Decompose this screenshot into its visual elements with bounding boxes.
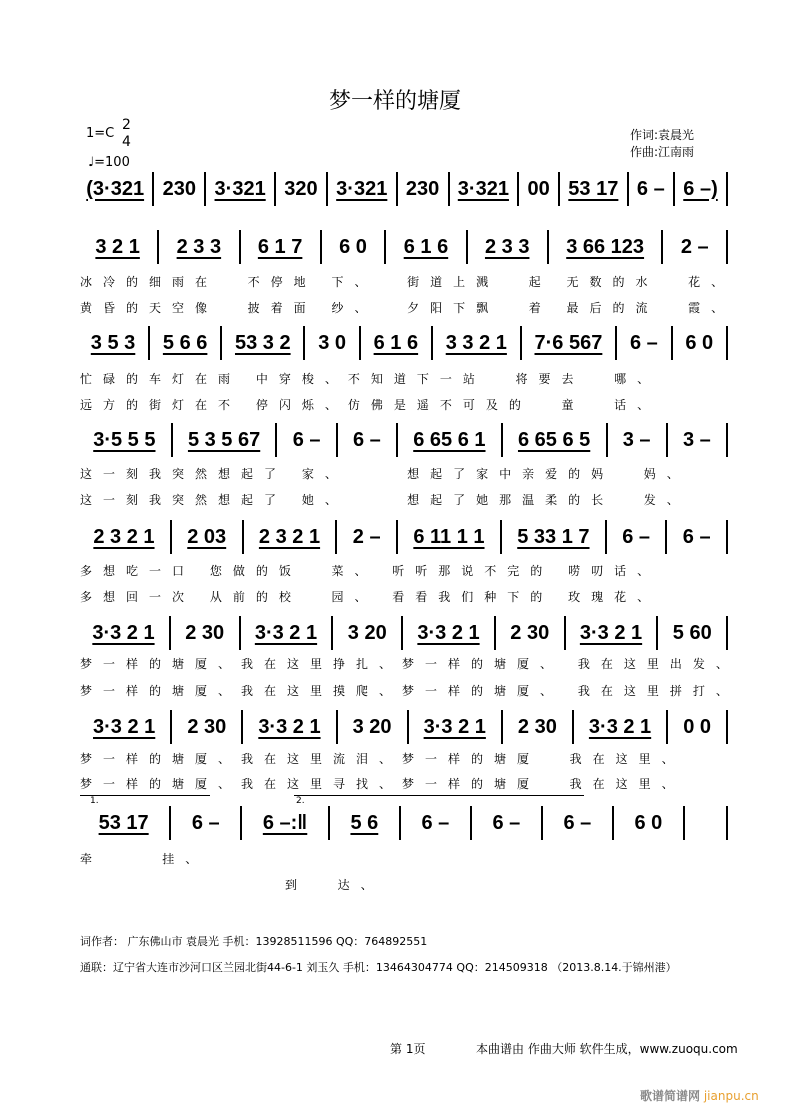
measure: 6 1 6: [386, 230, 467, 264]
notation-row: [78, 520, 728, 554]
measure: 3 –: [608, 423, 668, 457]
notation-row: [78, 710, 728, 744]
measure: 6 –:‖: [242, 806, 330, 840]
measure: 3·3 2 1: [409, 710, 503, 744]
measure: [685, 806, 728, 840]
measure: 5 3 5 67: [173, 423, 278, 457]
time-signature: [122, 117, 131, 151]
watermark: [640, 1087, 759, 1104]
notation-row: [78, 806, 728, 840]
measure: 3 –: [668, 423, 728, 457]
measure: 5 60: [658, 616, 728, 650]
time-bottom: 4: [122, 134, 131, 150]
measure: 3·3 2 1: [566, 616, 659, 650]
measure: 6 –: [617, 326, 672, 360]
measure: 3·3 2 1: [241, 616, 334, 650]
measure: 3 20: [338, 710, 409, 744]
measure: 3·3 2 1: [78, 710, 172, 744]
measure: 6 –: [277, 423, 337, 457]
measure: 6 –): [675, 172, 728, 206]
measure: 6 –: [401, 806, 472, 840]
volta-2: 2.: [296, 796, 305, 806]
lyric-line: 多想回一次 从前的校 园、 看看我们种下的 玫瑰花、: [80, 590, 661, 604]
measure: 6 –: [472, 806, 543, 840]
generator-note: 本曲谱由 作曲大师 软件生成，www.zuoqu.com: [476, 1042, 738, 1056]
measure: 2 3 2 1: [244, 520, 338, 554]
measure: 6 65 6 1: [398, 423, 503, 457]
measure: 3·321: [206, 172, 276, 206]
lyric-line: 忙碌的车灯在雨 中穿梭、不知道下一站 将要去 哪、: [80, 372, 661, 386]
measure: 320: [276, 172, 328, 206]
notation-row: [78, 326, 728, 360]
measure: 53 17: [560, 172, 629, 206]
measure: 6 1 7: [241, 230, 322, 264]
measure: 3·3 2 1: [574, 710, 668, 744]
lyricist: 作词:袁晨光: [630, 128, 695, 142]
measure: 230: [154, 172, 206, 206]
measure: 2 30: [172, 710, 243, 744]
song-title: 梦一样的塘厦: [328, 89, 461, 114]
measure: 5 6: [330, 806, 401, 840]
watermark-text: 歌谱简谱网: [640, 1089, 701, 1103]
measure: 6 –: [629, 172, 675, 206]
volta-bracket-1: [80, 795, 210, 796]
lyric-line: 这一刻我突然想起了 家、 想起了家中亲爱的妈 妈、: [80, 467, 690, 481]
volta-bracket-2: [294, 795, 584, 796]
lyric-line: 到 达、: [285, 878, 384, 892]
notation-row: [78, 423, 728, 457]
measure: 5 6 6: [150, 326, 222, 360]
notation-row: [78, 616, 728, 650]
measure: 2 03: [172, 520, 244, 554]
tempo: ♩=100: [88, 155, 130, 170]
measure: 6 0: [322, 230, 387, 264]
lyric-line: 梦一样的塘厦、我在这里挣扎、梦一样的塘厦、 我在这里出发、: [80, 657, 739, 671]
measure: 3·3 2 1: [243, 710, 337, 744]
composer: 作曲:江南雨: [630, 145, 695, 159]
credits: [630, 127, 694, 161]
lyric-line: 远方的街灯在不 停闪烁、仿佛是遥不可及的 童 话、: [80, 398, 661, 412]
measure: 6 0: [673, 326, 728, 360]
measure: 53 17: [78, 806, 171, 840]
measure: 3·3 2 1: [78, 616, 171, 650]
page-number: 第 1页: [390, 1042, 426, 1056]
measure: 6 65 6 5: [503, 423, 608, 457]
lyric-line: 黄昏的天空像 披着面 纱、 夕阳下飘 着 最后的流 霞、: [80, 301, 735, 315]
measure: 230: [398, 172, 450, 206]
time-top: 2: [122, 117, 131, 133]
measure: 3·3 2 1: [403, 616, 496, 650]
measure: 7·6 567: [522, 326, 617, 360]
measure: 6 –: [667, 520, 728, 554]
measure: (3·321: [78, 172, 154, 206]
notation-row: [78, 172, 728, 206]
measure: 3 0: [305, 326, 360, 360]
measure: 3 20: [333, 616, 403, 650]
lyric-line: 梦一样的塘厦、我在这里摸爬、梦一样的塘厦、 我在这里拼打、: [80, 684, 739, 698]
measure: 6 11 1 1: [398, 520, 502, 554]
lyric-line: 梦一样的塘厦、我在这里流泪、梦一样的塘厦 我在这里、: [80, 752, 685, 766]
lyric-line: 牵 挂、: [80, 852, 209, 866]
footer-contact: 通联：辽宁省大连市沙河口区兰园北街44-6-1 刘玉久 手机：13464304774 QQ：214509318 （2013.8.14.于锦州港）: [80, 961, 677, 974]
lyric-line: 这一刻我突然想起了 她、 想起了她那温柔的长 发、: [80, 493, 690, 507]
measure: 6 –: [543, 806, 614, 840]
volta-1: 1.: [90, 796, 99, 806]
measure: 3·5 5 5: [78, 423, 173, 457]
measure: 2 –: [337, 520, 398, 554]
lyric-line: 多想吃一口 您做的饭 菜、 听听那说不完的 唠叨话、: [80, 564, 661, 578]
measure: 2 3 3: [159, 230, 240, 264]
measure: 3 2 1: [78, 230, 159, 264]
measure: 3 66 123: [549, 230, 664, 264]
lyric-line: 冰冷的细雨在 不停地 下、 街道上溅 起 无数的水 花、: [80, 275, 735, 289]
measure: 2 30: [496, 616, 566, 650]
notation-row: [78, 230, 728, 264]
measure: 0 0: [668, 710, 728, 744]
measure: 2 3 2 1: [78, 520, 172, 554]
measure: 2 30: [503, 710, 574, 744]
measure: 2 30: [171, 616, 241, 650]
measure: 3·321: [450, 172, 520, 206]
measure: 00: [519, 172, 560, 206]
key-signature: 1=C: [86, 126, 115, 141]
measure: 6 –: [607, 520, 668, 554]
footer-author: 词作者： 广东佛山市 袁晨光 手机：13928511596 QQ：764892551: [80, 935, 428, 948]
measure: 3 5 3: [78, 326, 150, 360]
watermark-site: jianpu.cn: [703, 1089, 759, 1103]
measure: 53 3 2: [222, 326, 305, 360]
measure: 2 –: [663, 230, 728, 264]
measure: 5 33 1 7: [502, 520, 607, 554]
measure: 2 3 3: [468, 230, 549, 264]
measure: 6 –: [171, 806, 242, 840]
measure: 3 3 2 1: [433, 326, 522, 360]
measure: 6 0: [614, 806, 685, 840]
measure: 6 1 6: [361, 326, 433, 360]
lyric-line: 梦一样的塘厦、我在这里寻找、梦一样的塘厦 我在这里、: [80, 777, 685, 791]
measure: 3·321: [328, 172, 398, 206]
measure: 6 –: [338, 423, 398, 457]
